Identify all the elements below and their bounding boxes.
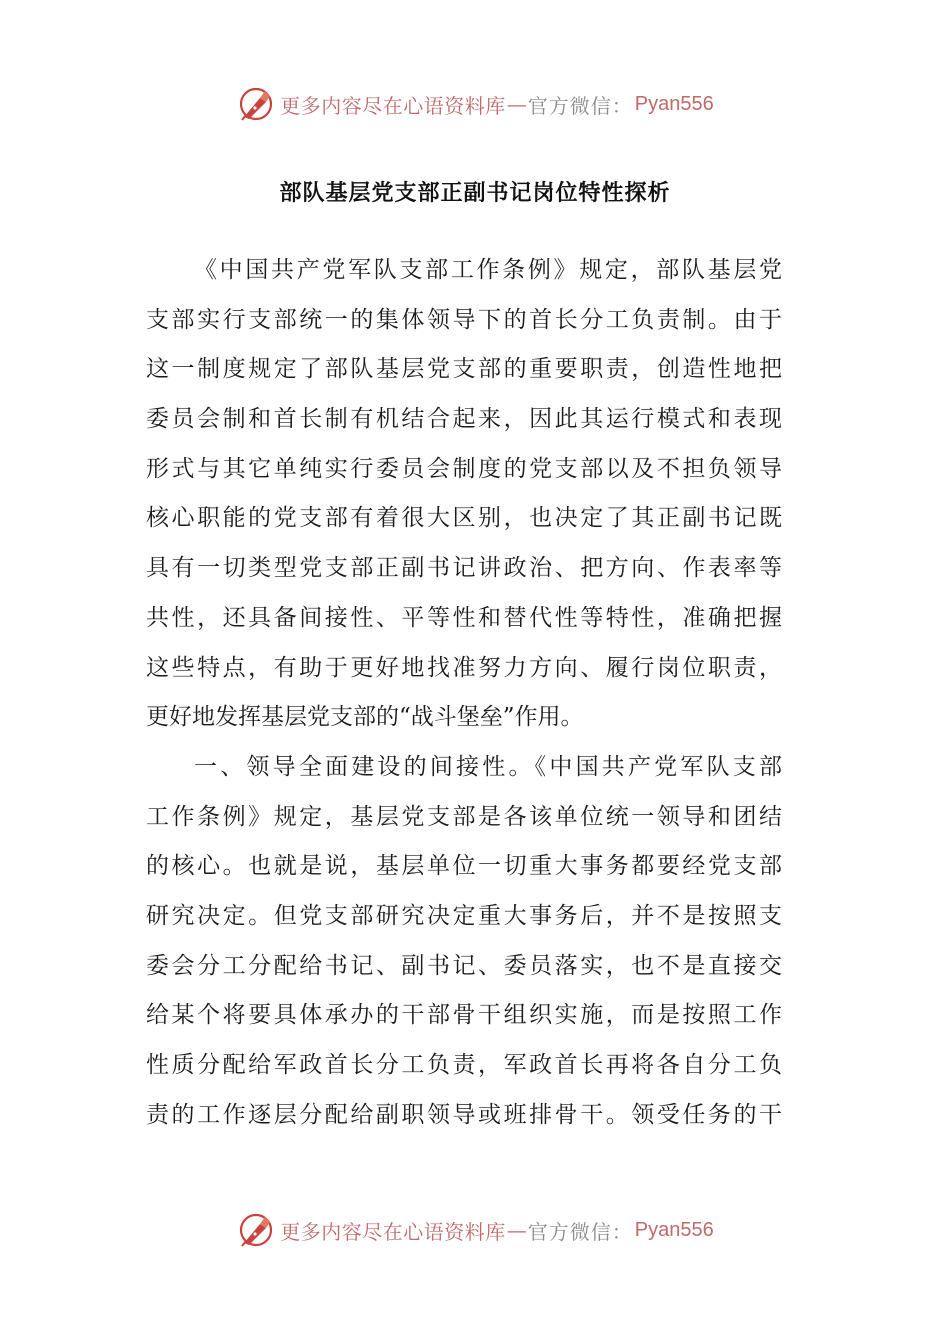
paragraph-line: 的核心。也就是说，基层单位一切重大事务都要经党支部 [146,853,782,880]
document-body [146,246,782,1140]
paragraph-line: 性质分配给军政首长分工负责，军政首长再将各自分工负 [146,1052,782,1078]
official-wechat-label: 官方微信： [527,93,633,118]
paragraph-line: 这一制度规定了部队基层党支部的重要职责，创造性地把 [146,356,782,383]
paragraph-line: 更好地发挥基层党支部的“战斗堡垒”作用。 [146,704,584,731]
footer-banner [0,1208,950,1252]
header-banner [0,82,950,126]
paragraph-line: 《中国共产党军队支部工作条例》规定，部队基层党 [194,257,782,283]
official-wechat-label: 官方微信： [527,1219,633,1244]
paragraph-line: 委员会制和首长制有机结合起来，因此其运行模式和表现 [146,406,782,433]
paragraph-line: 工作条例》规定，基层党支部是各该单位统一领导和团结 [146,803,782,830]
paragraph-line: 形式与其它单纯实行委员会制度的党支部以及不担负领导 [146,455,782,482]
promo-text: 更多内容尽在心语资料库 [280,93,506,118]
paragraph-line: 一、领导全面建设的间接性。《中国共产党军队支部 [194,753,782,780]
paragraph-line: 具有一切类型党支部正副书记讲政治、把方向、作表率等 [146,555,782,582]
wechat-id: Pyan556 [634,92,714,115]
paragraph-line: 这些特点，有助于更好地找准努力方向、履行岗位职责， [146,654,782,681]
wechat-id: Pyan556 [634,1218,714,1241]
paragraph-line: 责的工作逐层分配给副职领导或班排骨干。领受任务的干 [146,1101,782,1128]
paragraph-line: 共性，还具备间接性、平等性和替代性等特性，准确把握 [146,604,782,631]
paragraph-line: 委会分工分配给书记、副书记、委员落实，也不是直接交 [146,952,782,979]
paragraph-line: 核心职能的党支部有着很大区别，也决定了其正副书记既 [146,505,782,532]
paragraph-line: 给某个将要具体承办的干部骨干组织实施，而是按照工作 [146,1002,782,1029]
promo-dash: — [506,1218,527,1242]
pen-nib-logo-icon [236,1210,276,1250]
document-title: 部队基层党支部正副书记岗位特性探析 [279,181,671,206]
paragraph-line: 研究决定。但党支部研究决定重大事务后，并不是按照支 [146,902,782,929]
promo-text: 更多内容尽在心语资料库 [280,1219,506,1244]
pen-nib-logo-icon [236,84,276,124]
promo-dash: — [506,92,527,116]
paragraph-line: 支部实行支部统一的集体领导下的首长分工负责制。由于 [146,306,782,333]
